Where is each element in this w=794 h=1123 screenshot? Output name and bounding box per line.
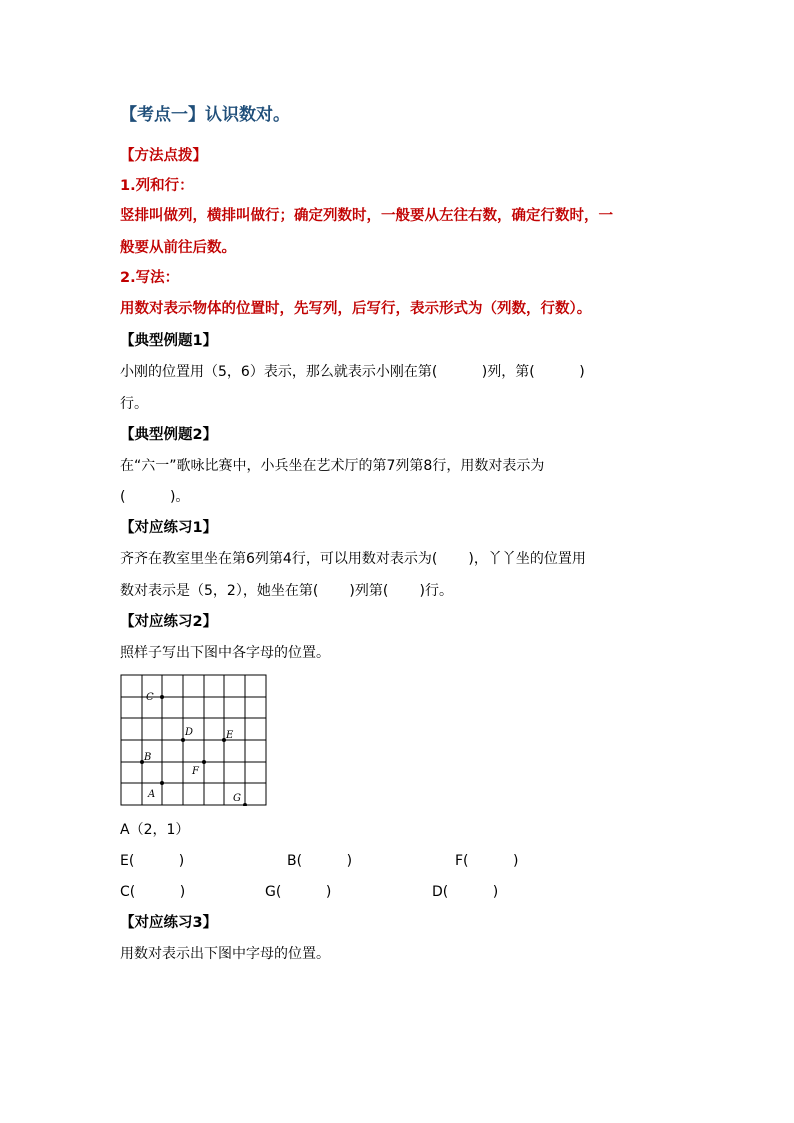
answer-f-blank: F( ) [455, 853, 519, 869]
method-point2-line: 用数对表示物体的位置时，先写列，后写行，表示形式为（列数，行数）。 [120, 301, 592, 317]
example1-question-cont: 行。 [120, 396, 148, 412]
coordinate-grid [120, 674, 268, 806]
practice3-title: 【对应练习3】 [120, 915, 218, 931]
method-point1-title: 1.列和行： [120, 178, 194, 194]
label-d: D [185, 727, 194, 738]
practice2-question: 照样子写出下图中各字母的位置。 [120, 645, 330, 661]
answer-g-blank: G( ) [265, 884, 332, 900]
example2-title: 【典型例题2】 [120, 427, 218, 443]
point-c [160, 695, 164, 699]
method-point1-line2: 般要从前往后数。 [120, 240, 236, 256]
answer-a-example: A（2，1） [120, 822, 190, 838]
example2-answer-blank: ( )。 [120, 489, 190, 505]
point-g [243, 803, 247, 806]
point-a [160, 781, 164, 785]
label-g: G [233, 793, 241, 804]
method-title: 【方法点拨】 [120, 148, 207, 164]
label-c: C [146, 692, 154, 703]
practice1-question-cont: 数对表示是（5，2），她坐在第( )列第( )行。 [120, 583, 453, 599]
method-point2-title: 2.写法： [120, 270, 180, 286]
label-a: A [148, 789, 156, 800]
answer-e-blank: E( ) [120, 853, 185, 869]
answer-b-blank: B( ) [287, 853, 353, 869]
method-point1-line1: 竖排叫做列，横排叫做行；确定列数时，一般要从左往右数，确定行数时，一 [120, 208, 613, 224]
example1-title: 【典型例题1】 [120, 333, 218, 349]
section-heading: 【考点一】认识数对。 [120, 105, 290, 125]
example1-question: 小刚的位置用（5，6）表示，那么就表示小刚在第( )列，第( ) [120, 364, 585, 380]
practice1-question: 齐齐在教室里坐在第6列第4行，可以用数对表示为( )，丫丫坐的位置用 [120, 551, 586, 567]
answer-c-blank: C( ) [120, 884, 186, 900]
point-d [181, 738, 185, 742]
example2-question: 在“六一”歌咏比赛中，小兵坐在艺术厅的第7列第8行，用数对表示为 [120, 458, 545, 474]
grid-lines [121, 675, 266, 805]
practice1-title: 【对应练习1】 [120, 520, 218, 536]
label-b: B [144, 752, 152, 763]
answer-d-blank: D( ) [432, 884, 499, 900]
practice2-title: 【对应练习2】 [120, 614, 218, 630]
label-e: E [226, 730, 234, 741]
practice3-question: 用数对表示出下图中字母的位置。 [120, 946, 330, 962]
label-f: F [192, 766, 199, 777]
point-f [202, 760, 206, 764]
